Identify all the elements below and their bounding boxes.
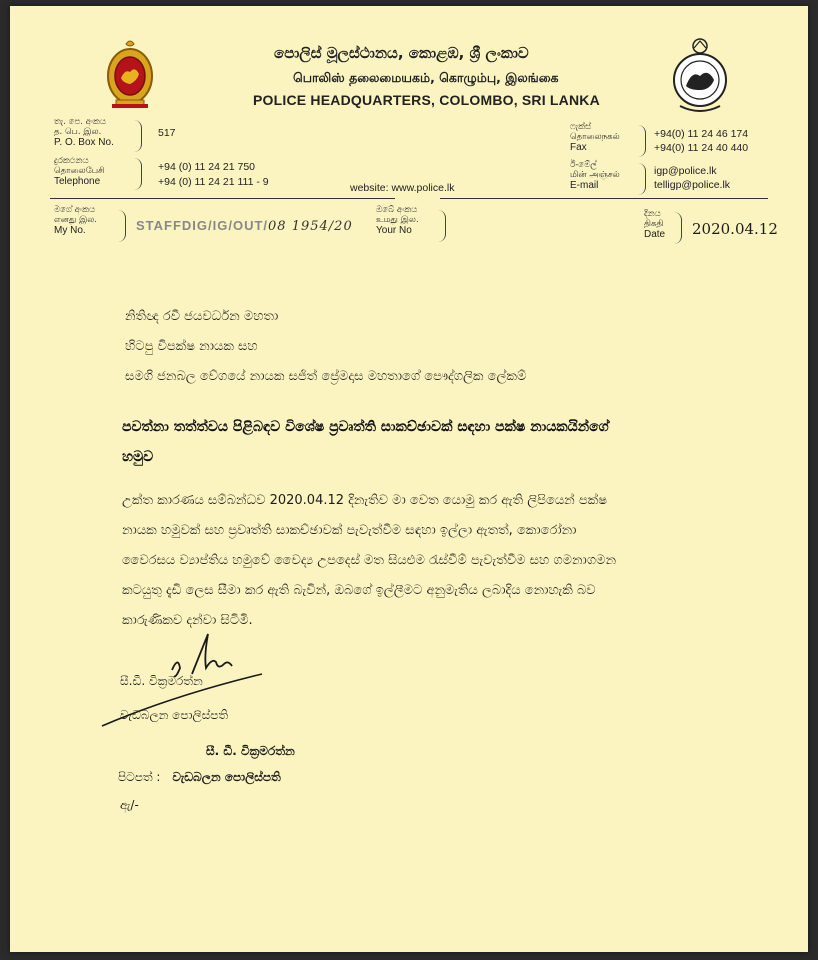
letter-date: 2020.04.12 (692, 220, 778, 238)
header-title-sinhala: පොලිස් මූලස්ථානය, කොළඹ, ශ්‍රී ලංකාව (274, 44, 529, 62)
your-no-labels: ඔබේ අංකය உமது இல. Your No (376, 205, 419, 236)
addressee: නිතිඥ රවී ජයවර්ධන මහතා හිටපු විපක්ෂ නායක සහ සමගි ජනබල වේගයේ නායක සජිත් ප්‍රේමදාස මහතාගේ පෞද්ගලික ලේකම් (125, 309, 527, 384)
my-no-labels: මගේ අංකය எனது இல. My No. (54, 205, 97, 236)
fax-1: +94(0) 11 24 46 174 (654, 128, 749, 140)
brace (134, 120, 142, 152)
police-crest-icon (670, 36, 730, 114)
signatory-title: වැඩබලන පොලිස්පති (120, 708, 229, 722)
brace (638, 163, 646, 195)
brace (674, 212, 682, 244)
brace (438, 210, 446, 242)
email-1: igp@police.lk (654, 165, 717, 177)
brace (134, 158, 142, 190)
telephone-labels: දුරකථනය தொலைபேசி Telephone (54, 156, 105, 187)
fax-labels: ෆැක්ස් தொலைநகல் Fax (570, 122, 620, 153)
date-labels: දිනය திகதி Date (644, 209, 666, 240)
sri-lanka-emblem-icon (104, 38, 156, 110)
brace (118, 210, 126, 242)
website: website: www.police.lk (350, 182, 455, 194)
telephone-1: +94 (0) 11 24 21 750 (158, 161, 256, 173)
signatory-name: සී.ඩී. වික්‍රමරත්න (120, 674, 203, 688)
signatory-stamp-name: සී. ඩී. වික්‍රමරත්න (206, 744, 295, 758)
fax-2: +94(0) 11 24 40 440 (654, 142, 749, 154)
enclosure-mark: ඇ/- (120, 798, 139, 812)
copy-line: පිටපත් : වැඩබලන පොලිස්පති (118, 770, 281, 784)
header-title-tamil: பொலிஸ் தலைமையகம், கொழும்பு, இலங்கை (293, 70, 559, 85)
letter-page (10, 6, 808, 952)
email-labels: ඊ-මේල් மின் அஞ்சல் E-mail (570, 160, 620, 191)
header-title-english: POLICE HEADQUARTERS, COLOMBO, SRI LANKA (253, 92, 600, 108)
divider (440, 198, 768, 199)
telephone-2: +94 (0) 11 24 21 111 - 9 (158, 176, 269, 188)
email-2: telligp@police.lk (654, 179, 731, 191)
my-no-value: STAFFDIG/IG/OUT/08 1954/20 (136, 218, 353, 234)
po-box-value: 517 (158, 127, 176, 139)
subject: පවත්නා තත්ත්වය පිළිබඳව විශේෂ ප්‍රවෘත්ති සාකච්ඡාවක් සඳහා පක්ෂ නායකයින්ගේ හමුව (122, 419, 609, 465)
po-box-labels: තැ. පෙ. අංකය த. பெ. இல. P. O. Box No. (54, 117, 114, 148)
brace (638, 125, 646, 157)
letter-body: උක්ත කාරණය සම්බන්ධව 2020.04.12 දිනැතිව මා වෙත යොමු කර ඇති ලිපියෙන් පක්ෂ නායක හමුවක් සහ ප්‍රවෘත්ති සාකච්ඡාවක් පැවැත්වීම සඳහා ඉල්ලා ඇතත්, කොරෝනා වෛරසය ව්‍යාප්තිය හමුවේ වෛද්‍ය උපදෙස් මත සියළුම රැස්වීම් පැවැත්වීම සහ ගමනාගමන කටයුතු දැඩි ලෙස සීමා කර ඇති බැවින්, ඔබගේ ඉල්ලීමට අනුමැතිය ලබාදිය නොහැකි බව කාරුණිකව දන්වා සිටිමි. (122, 493, 617, 628)
divider (50, 198, 395, 199)
